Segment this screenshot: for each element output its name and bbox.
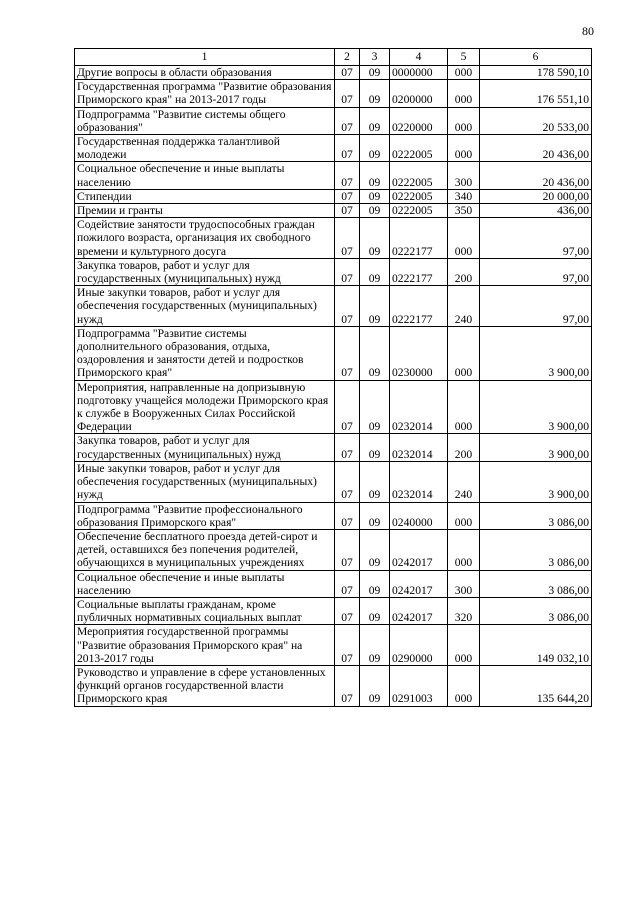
- expense-type-code: [448, 461, 480, 502]
- subsection-code: [360, 625, 390, 666]
- table-row: [75, 258, 592, 285]
- row-name: [75, 597, 335, 624]
- expense-type-code-text: 000: [454, 651, 473, 665]
- target-article-code: [390, 162, 448, 189]
- row-name-text: Стипендии: [77, 189, 132, 203]
- subsection-code-text: 09: [368, 189, 381, 203]
- row-name-text: Иные закупки товаров, работ и услуг для обеспечения государственных (муниципальных) нужд: [77, 461, 317, 502]
- subsection-code: [360, 66, 390, 80]
- target-article-code-text: 0291003: [392, 692, 433, 706]
- row-name: [75, 204, 335, 218]
- column-header: 1: [75, 49, 335, 66]
- expense-type-code-text: 000: [454, 515, 473, 529]
- subsection-code: [360, 461, 390, 502]
- row-name: [75, 66, 335, 80]
- amount-value-text: 178 590,10: [536, 66, 589, 79]
- row-name: [75, 326, 335, 380]
- table-header-row: [75, 49, 592, 66]
- row-name-text: Другие вопросы в области образования: [77, 66, 272, 79]
- subsection-code: [360, 162, 390, 189]
- table-row: [75, 80, 592, 107]
- row-name-text: Государственная поддержка талантливой молодежи: [77, 135, 280, 162]
- expense-type-code-text: 320: [454, 611, 473, 625]
- subsection-code: [360, 204, 390, 218]
- subsection-code: [360, 326, 390, 380]
- row-name-text: Содействие занятости трудоспособных граждан пожилого возраста, организация их свободного времени и культурного досуга: [77, 218, 315, 258]
- target-article-code: [390, 461, 448, 502]
- table-row: [75, 107, 592, 134]
- expense-type-code-text: 000: [454, 692, 473, 706]
- amount-value: [480, 162, 592, 189]
- target-article-code-text: 0242017: [392, 556, 433, 570]
- subsection-code-text: 09: [368, 66, 381, 79]
- amount-value: [480, 597, 592, 624]
- target-article-code-text: 0232014: [392, 488, 433, 502]
- subsection-code: [360, 258, 390, 285]
- expense-type-code: [448, 380, 480, 434]
- target-article-code: [390, 135, 448, 162]
- target-article-code: [390, 80, 448, 107]
- row-name: [75, 570, 335, 597]
- target-article-code: [390, 570, 448, 597]
- section-code: [335, 502, 360, 529]
- section-code-text: 07: [341, 312, 353, 326]
- expense-type-code: [448, 286, 480, 327]
- expense-type-code: [448, 625, 480, 666]
- amount-value: [480, 434, 592, 461]
- section-code: [335, 135, 360, 162]
- subsection-code: [360, 570, 390, 597]
- section-code: [335, 162, 360, 189]
- amount-value: [480, 326, 592, 380]
- target-article-code-text: 0222177: [392, 244, 433, 258]
- subsection-code-text: 09: [368, 583, 381, 597]
- amount-value: [480, 570, 592, 597]
- subsection-code: [360, 80, 390, 107]
- row-name: [75, 529, 335, 570]
- section-code-text: 07: [341, 611, 353, 625]
- budget-table: [74, 48, 592, 707]
- target-article-code-text: 0232014: [392, 447, 433, 461]
- row-name: [75, 461, 335, 502]
- expense-type-code-text: 300: [454, 583, 473, 597]
- expense-type-code: [448, 665, 480, 706]
- expense-type-code-text: 240: [454, 312, 473, 326]
- amount-value: [480, 135, 592, 162]
- amount-value-text: 3 900,00: [548, 366, 589, 380]
- section-code-text: 07: [341, 244, 353, 258]
- expense-type-code: [448, 80, 480, 107]
- subsection-code: [360, 665, 390, 706]
- section-code-text: 07: [341, 272, 353, 286]
- row-name-text: Премии и гранты: [77, 204, 163, 218]
- target-article-code-text: 0290000: [392, 651, 433, 665]
- row-name-text: Социальные выплаты гражданам, кроме публичных нормативных социальных выплат: [77, 597, 302, 625]
- section-code-text: 07: [341, 692, 353, 706]
- expense-type-code: [448, 529, 480, 570]
- row-name-text: Обеспечение бесплатного проезда детей-сирот и детей, оставшихся без попечения родителей, обучающихся в муниципальных учреждениях: [77, 529, 318, 570]
- table-row: [75, 461, 592, 502]
- target-article-code-text: 0220000: [392, 120, 433, 134]
- table-row: [75, 162, 592, 189]
- target-article-code-text: 0230000: [392, 366, 433, 380]
- section-code: [335, 326, 360, 380]
- expense-type-code-text: 000: [454, 366, 473, 380]
- section-code-text: 07: [341, 366, 353, 380]
- expense-type-code: [448, 258, 480, 285]
- section-code-text: 07: [341, 515, 353, 529]
- target-article-code: [390, 529, 448, 570]
- table-row: [75, 529, 592, 570]
- subsection-code-text: 09: [368, 175, 381, 189]
- section-code: [335, 286, 360, 327]
- section-code-text: 07: [341, 447, 353, 461]
- target-article-code: [390, 434, 448, 461]
- expense-type-code-text: 300: [454, 175, 473, 189]
- subsection-code: [360, 502, 390, 529]
- amount-value-text: 20 000,00: [542, 189, 589, 203]
- row-name-text: Социальное обеспечение и иные выплаты населению: [77, 570, 285, 597]
- amount-value: [480, 258, 592, 285]
- subsection-code: [360, 529, 390, 570]
- section-code: [335, 107, 360, 134]
- table-row: [75, 204, 592, 218]
- row-name-text: Социальное обеспечение и иные выплаты населению: [77, 162, 285, 189]
- section-code: [335, 66, 360, 80]
- subsection-code-text: 09: [368, 148, 381, 162]
- amount-value-text: 20 533,00: [542, 120, 589, 134]
- subsection-code-text: 09: [368, 611, 381, 625]
- row-name-text: Государственная программа "Развитие образования Приморского края" на 2013-2017 годы: [77, 80, 332, 107]
- section-code: [335, 529, 360, 570]
- row-name-text: Подпрограмма "Развитие системы дополнительного образования, отдыха, оздоровления и занятости детей и подростков Приморского края": [77, 326, 304, 380]
- table-row: [75, 597, 592, 624]
- expense-type-code-text: 000: [454, 148, 473, 162]
- row-name-text: Закупка товаров, работ и услуг для государственных (муниципальных) нужд: [77, 258, 281, 286]
- amount-value: [480, 665, 592, 706]
- subsection-code: [360, 286, 390, 327]
- row-name-text: Иные закупки товаров, работ и услуг для обеспечения государственных (муниципальных) нужд: [77, 286, 317, 326]
- table-row: [75, 189, 592, 203]
- target-article-code: [390, 66, 448, 80]
- expense-type-code-text: 240: [454, 488, 473, 502]
- section-code: [335, 665, 360, 706]
- section-code: [335, 189, 360, 203]
- target-article-code-text: 0240000: [392, 515, 433, 529]
- subsection-code-text: 09: [368, 515, 381, 529]
- row-name: [75, 258, 335, 285]
- subsection-code: [360, 107, 390, 134]
- target-article-code-text: 0222005: [392, 189, 433, 203]
- amount-value: [480, 286, 592, 327]
- subsection-code-text: 09: [368, 366, 381, 380]
- expense-type-code: [448, 434, 480, 461]
- expense-type-code: [448, 135, 480, 162]
- section-code: [335, 218, 360, 259]
- target-article-code-text: 0222005: [392, 204, 433, 218]
- row-name: [75, 434, 335, 461]
- row-name-text: Закупка товаров, работ и услуг для государственных (муниципальных) нужд: [77, 434, 281, 461]
- target-article-code-text: 0200000: [392, 93, 433, 107]
- table-row: [75, 326, 592, 380]
- table-row: [75, 286, 592, 327]
- expense-type-code: [448, 218, 480, 259]
- section-code-text: 07: [341, 175, 353, 189]
- subsection-code: [360, 218, 390, 259]
- section-code: [335, 570, 360, 597]
- amount-value: [480, 502, 592, 529]
- row-name-text: Руководство и управление в сфере установленных функций органов государственной власти Приморского края: [77, 665, 326, 706]
- page-number: 80: [582, 24, 594, 38]
- section-code-text: 07: [341, 66, 353, 79]
- row-name-text: Подпрограмма "Развитие системы общего образования": [77, 107, 286, 134]
- expense-type-code: [448, 502, 480, 529]
- target-article-code-text: 0222005: [392, 175, 433, 189]
- target-article-code: [390, 107, 448, 134]
- expense-type-code-text: 200: [454, 272, 473, 286]
- amount-value-text: 3 086,00: [548, 556, 589, 570]
- target-article-code: [390, 502, 448, 529]
- expense-type-code-text: 000: [454, 244, 473, 258]
- amount-value: [480, 204, 592, 218]
- section-code-text: 07: [341, 148, 353, 162]
- expense-type-code-text: 000: [454, 93, 473, 107]
- expense-type-code-text: 340: [454, 189, 473, 203]
- amount-value: [480, 625, 592, 666]
- row-name: [75, 502, 335, 529]
- amount-value: [480, 380, 592, 434]
- section-code-text: 07: [341, 651, 353, 665]
- target-article-code-text: 0000000: [392, 66, 433, 79]
- subsection-code-text: 09: [368, 651, 381, 665]
- amount-value-text: 20 436,00: [542, 175, 589, 189]
- subsection-code: [360, 597, 390, 624]
- row-name: [75, 625, 335, 666]
- subsection-code-text: 09: [368, 692, 381, 706]
- amount-value-text: 436,00: [557, 204, 589, 218]
- target-article-code: [390, 597, 448, 624]
- row-name: [75, 162, 335, 189]
- expense-type-code-text: 350: [454, 204, 473, 218]
- section-code: [335, 204, 360, 218]
- amount-value-text: 97,00: [562, 244, 589, 258]
- amount-value: [480, 66, 592, 80]
- target-article-code: [390, 218, 448, 259]
- target-article-code-text: 0242017: [392, 583, 433, 597]
- expense-type-code-text: 000: [454, 556, 473, 570]
- amount-value-text: 3 900,00: [548, 488, 589, 502]
- subsection-code: [360, 189, 390, 203]
- expense-type-code-text: 000: [454, 120, 473, 134]
- subsection-code-text: 09: [368, 420, 381, 434]
- section-code-text: 07: [341, 93, 353, 107]
- amount-value: [480, 529, 592, 570]
- amount-value: [480, 80, 592, 107]
- expense-type-code: [448, 162, 480, 189]
- expense-type-code: [448, 66, 480, 80]
- subsection-code: [360, 135, 390, 162]
- subsection-code-text: 09: [368, 244, 381, 258]
- amount-value-text: 149 032,10: [536, 651, 589, 665]
- target-article-code: [390, 189, 448, 203]
- section-code: [335, 380, 360, 434]
- section-code: [335, 625, 360, 666]
- column-header: 2: [335, 49, 360, 66]
- table-row: [75, 380, 592, 434]
- amount-value-text: 97,00: [562, 272, 589, 286]
- row-name-text: Подпрограмма "Развитие профессионального образования Приморского края": [77, 502, 303, 529]
- amount-value: [480, 107, 592, 134]
- target-article-code: [390, 204, 448, 218]
- section-code: [335, 597, 360, 624]
- target-article-code: [390, 286, 448, 327]
- row-name-text: Мероприятия государственной программы "Развитие образования Приморского края" на 2013-2017 годы: [77, 625, 303, 665]
- row-name: [75, 135, 335, 162]
- column-header: 6: [480, 49, 592, 66]
- table-row: [75, 66, 592, 80]
- amount-value-text: 176 551,10: [536, 93, 589, 107]
- row-name: [75, 665, 335, 706]
- expense-type-code-text: 200: [454, 447, 473, 461]
- row-name: [75, 218, 335, 259]
- expense-type-code: [448, 204, 480, 218]
- section-code: [335, 434, 360, 461]
- target-article-code-text: 0242017: [392, 611, 433, 625]
- expense-type-code: [448, 107, 480, 134]
- subsection-code-text: 09: [368, 556, 381, 570]
- section-code-text: 07: [341, 583, 353, 597]
- table-row: [75, 218, 592, 259]
- table-row: [75, 665, 592, 706]
- amount-value-text: 135 644,20: [536, 692, 589, 706]
- target-article-code-text: 0222005: [392, 148, 433, 162]
- amount-value-text: 3 086,00: [548, 515, 589, 529]
- row-name: [75, 107, 335, 134]
- section-code-text: 07: [341, 189, 353, 203]
- subsection-code-text: 09: [368, 447, 381, 461]
- section-code-text: 07: [341, 204, 353, 218]
- row-name: [75, 80, 335, 107]
- target-article-code-text: 0222177: [392, 312, 433, 326]
- column-header: 5: [448, 49, 480, 66]
- subsection-code-text: 09: [368, 93, 381, 107]
- target-article-code-text: 0232014: [392, 420, 433, 434]
- subsection-code-text: 09: [368, 120, 381, 134]
- subsection-code-text: 09: [368, 204, 381, 218]
- row-name: [75, 189, 335, 203]
- table-row: [75, 570, 592, 597]
- table-row: [75, 135, 592, 162]
- section-code-text: 07: [341, 488, 353, 502]
- target-article-code: [390, 258, 448, 285]
- target-article-code: [390, 625, 448, 666]
- table-row: [75, 625, 592, 666]
- expense-type-code: [448, 189, 480, 203]
- expense-type-code: [448, 570, 480, 597]
- section-code: [335, 258, 360, 285]
- amount-value: [480, 461, 592, 502]
- target-article-code: [390, 326, 448, 380]
- amount-value: [480, 218, 592, 259]
- section-code-text: 07: [341, 420, 353, 434]
- amount-value: [480, 189, 592, 203]
- table-row: [75, 434, 592, 461]
- amount-value-text: 97,00: [562, 312, 589, 326]
- expense-type-code: [448, 597, 480, 624]
- amount-value-text: 20 436,00: [542, 148, 589, 162]
- row-name: [75, 286, 335, 327]
- expense-type-code-text: 000: [454, 66, 473, 79]
- subsection-code-text: 09: [368, 272, 381, 286]
- column-header: 4: [390, 49, 448, 66]
- section-code-text: 07: [341, 120, 353, 134]
- target-article-code: [390, 665, 448, 706]
- amount-value-text: 3 900,00: [548, 420, 589, 434]
- subsection-code: [360, 380, 390, 434]
- amount-value-text: 3 086,00: [548, 611, 589, 625]
- section-code-text: 07: [341, 556, 353, 570]
- expense-type-code-text: 000: [454, 420, 473, 434]
- amount-value-text: 3 900,00: [548, 447, 589, 461]
- subsection-code: [360, 434, 390, 461]
- section-code: [335, 461, 360, 502]
- row-name-text: Мероприятия, направленные на допризывную подготовку учащейся молодежи Приморского края к службе в Вооруженных Силах Российской Федерации: [77, 380, 329, 434]
- subsection-code-text: 09: [368, 488, 381, 502]
- table-row: [75, 502, 592, 529]
- target-article-code-text: 0222177: [392, 272, 433, 286]
- row-name: [75, 380, 335, 434]
- section-code: [335, 80, 360, 107]
- column-header: 3: [360, 49, 390, 66]
- target-article-code: [390, 380, 448, 434]
- expense-type-code: [448, 326, 480, 380]
- subsection-code-text: 09: [368, 312, 381, 326]
- amount-value-text: 3 086,00: [548, 583, 589, 597]
